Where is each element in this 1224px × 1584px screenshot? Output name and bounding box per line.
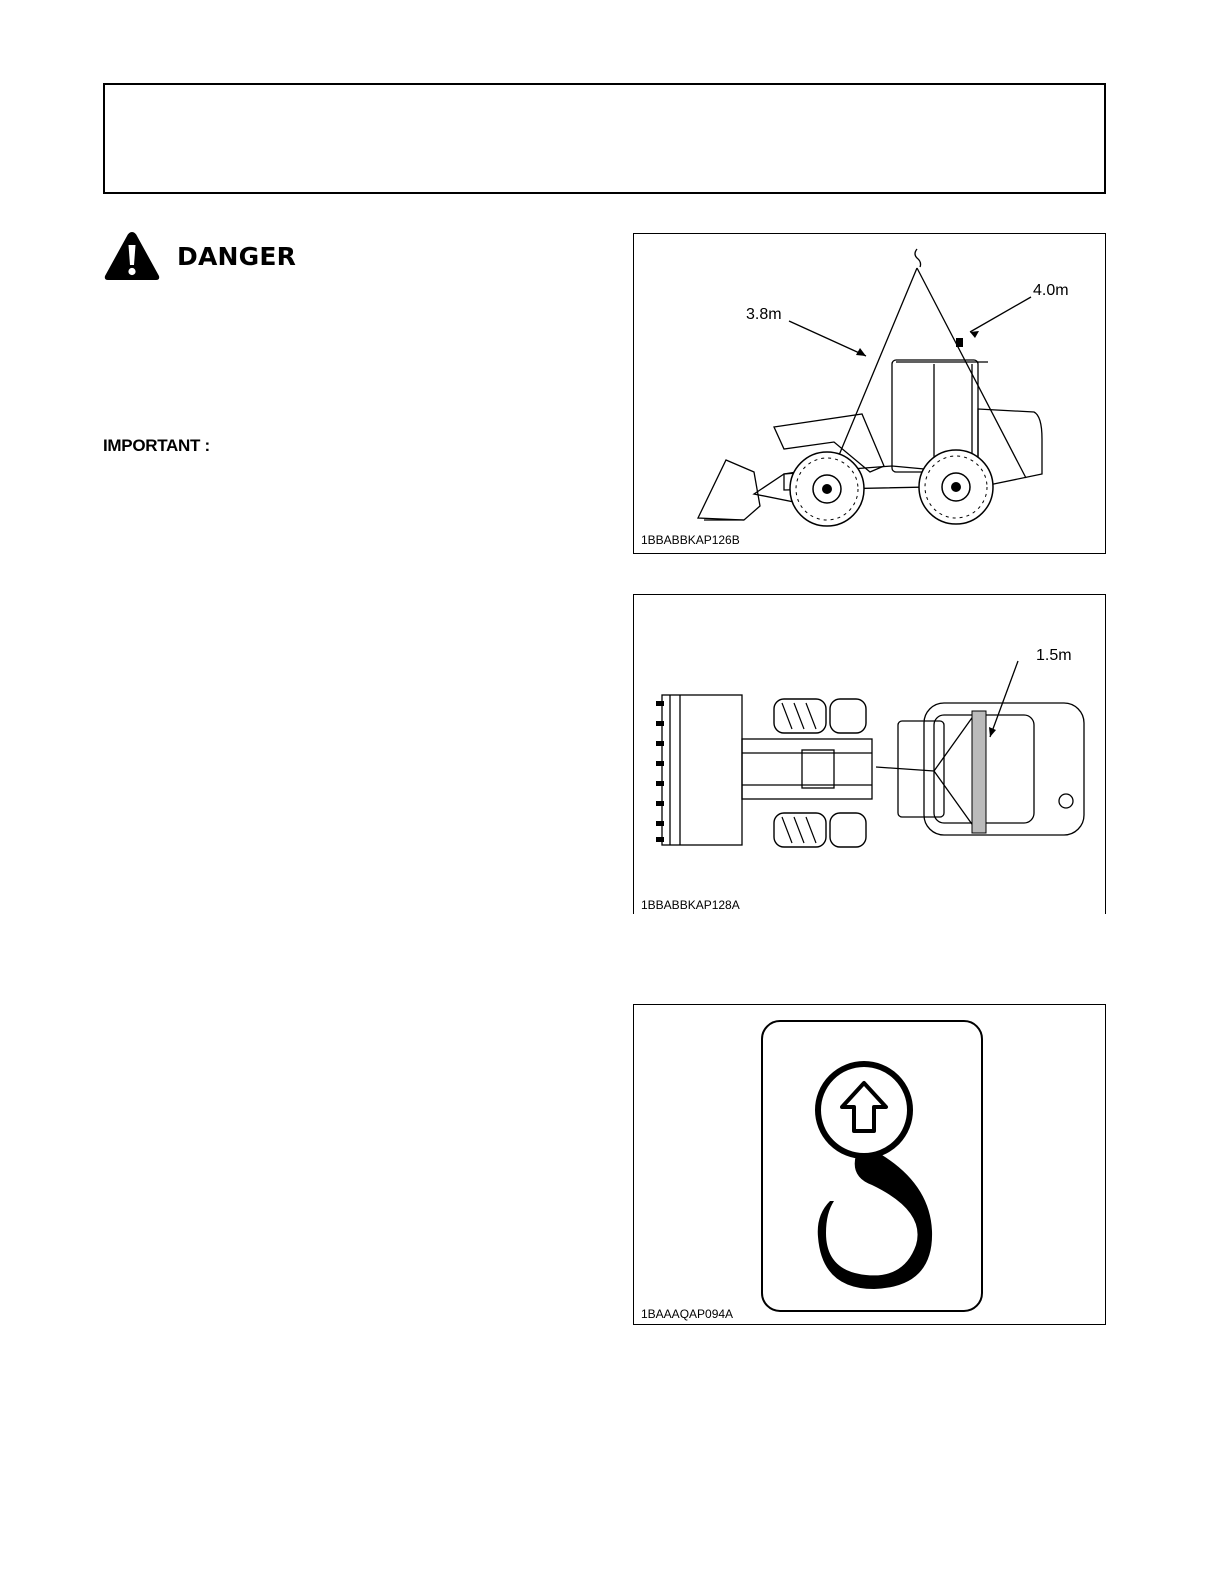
warning-triangle-icon <box>103 230 161 282</box>
figure-hook-decal <box>633 1004 1106 1325</box>
figure-side-view <box>633 233 1106 554</box>
sling-length-front-label: 3.8m <box>746 306 782 323</box>
figure-id: 1BBABBKAP128A <box>641 898 740 912</box>
header-box <box>103 83 1106 194</box>
figure-id: 1BAAAQAP094A <box>641 1307 734 1321</box>
lifting-hook-icon <box>634 1005 1106 1325</box>
loader-top-view-illustration <box>634 595 1106 914</box>
figure-top-view <box>633 594 1106 914</box>
danger-label: DANGER <box>177 241 297 271</box>
sling-length-rear-label: 4.0m <box>1033 282 1069 299</box>
danger-heading <box>103 228 296 284</box>
important-label: IMPORTANT : <box>103 436 210 455</box>
figure-id: 1BBABBKAP126B <box>641 533 740 547</box>
sling-width-label: 1.5m <box>1036 647 1072 664</box>
